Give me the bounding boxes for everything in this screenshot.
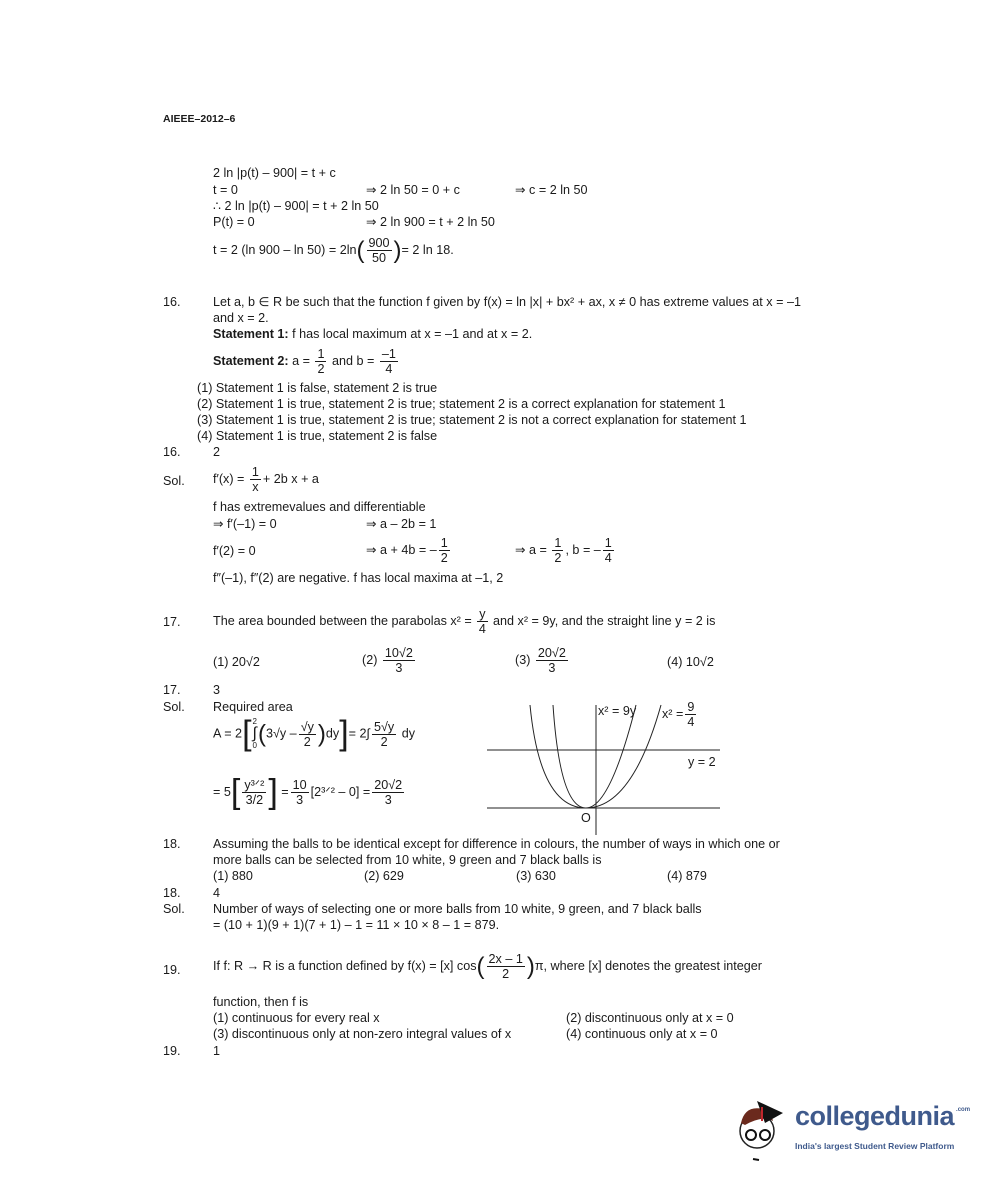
prev-line-5a: t = 2 (ln 900 – ln 50) = 2ln xyxy=(213,242,357,257)
logo-tagline: India's largest Student Review Platform xyxy=(795,1141,955,1151)
solution-line: = (10 + 1)(9 + 1)(7 + 1) – 1 = 11 × 10 × 8 – 1 = 879. xyxy=(213,918,500,932)
label-x2-9y: x² = 9y xyxy=(598,704,637,718)
question-text: The area bounded between the parabolas x² = $\frac{y}{4}$ and x² = 9y, and the straight line y = 2 is xyxy=(213,607,716,636)
answer: 4 xyxy=(213,886,221,900)
solution-line: f′(2) = 0 xyxy=(213,544,256,558)
option-3: (3) 630 xyxy=(516,869,556,883)
prev-line-3: ∴ 2 ln |p(t) – 900| = t + 2 ln 50 xyxy=(213,199,379,213)
solution-label: Sol. xyxy=(163,700,185,714)
question-text: If f: R → R is a function defined by f(x) = [x] cos( $\frac{2x - 1}{2}$ )π, where [x] denotes the greatest integer xyxy=(213,952,762,981)
answer-number: 18. xyxy=(163,886,181,900)
prev-line-5: t = 2 (ln 900 – ln 50) = 2ln( $\frac{900}{50}$ )= 2 ln 18. xyxy=(213,236,454,265)
option-1: (1) 880 xyxy=(213,869,253,883)
solution-line: f′(x) = $\frac{1}{x}$ + 2b x + a xyxy=(213,465,319,494)
logo-brand: collegedunia xyxy=(795,1101,955,1131)
label-origin: O xyxy=(581,811,591,825)
label-y-2: y = 2 xyxy=(688,755,716,769)
question-text: Let a, b ∈ R be such that the function f given by f(x) = ln |x| + bx² + ax, x ≠ 0 has extreme values at x = –1 xyxy=(213,295,801,309)
fraction xyxy=(367,236,392,265)
option-2: (2) $\frac{10√2}{3}$ xyxy=(362,646,413,675)
option-1: (1) 20√2 xyxy=(213,655,260,669)
logo-brand-wrap xyxy=(795,1101,970,1132)
option-4: (4) continuous only at x = 0 xyxy=(566,1027,718,1041)
fraction: $\frac{1}{x}$ xyxy=(251,465,259,494)
prev-line-1: 2 ln |p(t) – 900| = t + c xyxy=(213,166,336,180)
answer: 1 xyxy=(213,1044,221,1058)
prev-line-5b: = 2 ln 18. xyxy=(401,242,454,257)
solution-line: ⇒ f′(–1) = 0 xyxy=(213,517,277,531)
answer-number: 16. xyxy=(163,445,181,459)
solution-line: Number of ways of selecting one or more balls from 10 white, 9 green, and 7 black balls xyxy=(213,902,702,916)
answer: 2 xyxy=(213,445,221,459)
option-3: (3) Statement 1 is true, statement 2 is true; statement 2 is not a correct explanation for statement 1 xyxy=(197,413,747,427)
question-number: 16. xyxy=(163,295,181,309)
solution-label: Sol. xyxy=(163,902,185,916)
logo-com: .com xyxy=(956,1107,971,1113)
question-text: Assuming the balls to be identical except for difference in colours, the number of ways in which one or xyxy=(213,837,780,851)
fraction: $\frac{y}{4}$ xyxy=(478,607,486,636)
option-1: (1) Statement 1 is false, statement 2 is true xyxy=(197,381,438,395)
prev-line-2b: ⇒ 2 ln 50 = 0 + c xyxy=(366,183,460,197)
option-4: (4) 10√2 xyxy=(667,655,714,669)
label-x2-9-4: x² = $\frac{9}{4}$ xyxy=(662,700,695,729)
fraction: $\frac{1}{2}$ xyxy=(554,536,562,565)
solution-label: Sol. xyxy=(163,474,185,488)
lower-limit: 0 xyxy=(252,741,257,750)
option-2: (2) discontinuous only at x = 0 xyxy=(566,1011,734,1025)
option-4: (4) 879 xyxy=(667,869,707,883)
definite-integral: 2 ∫ 0 xyxy=(252,717,257,750)
fraction: $\frac{1}{4}$ xyxy=(604,536,612,565)
question-text: function, then f is xyxy=(213,995,309,1009)
solution-line: f″(–1), f″(2) are negative. f has local maxima at –1, 2 xyxy=(213,571,504,585)
question-number: 18. xyxy=(163,837,181,851)
solution-line: Required area xyxy=(213,700,293,714)
fraction: $\frac{1}{2}$ xyxy=(440,536,448,565)
collegedunia-logo xyxy=(735,1093,975,1163)
area-result: = 5[ $\frac{\text{y³ᐟ²}}{3/2}$ ] = $\frac{10}{3}$ [2³ᐟ² – 0] = $\frac{20√2}{3}$ xyxy=(213,773,403,811)
statement-2: Statement 2: a = $\frac{1}{2}$ and b = $\frac{-1}{4}$ xyxy=(213,347,396,376)
prev-line-4a: P(t) = 0 xyxy=(213,215,255,229)
fraction: $\frac{1}{2}$ xyxy=(317,347,325,376)
question-text: and x = 2. xyxy=(213,311,269,325)
option-2: (2) Statement 1 is true, statement 2 is true; statement 2 is a correct explanation for statement 1 xyxy=(197,397,726,411)
option-4: (4) Statement 1 is true, statement 2 is false xyxy=(197,429,438,443)
question-number: 19. xyxy=(163,963,181,977)
fraction: $\frac{-1}{4}$ xyxy=(381,347,396,376)
answer-number: 19. xyxy=(163,1044,181,1058)
upper-limit: 2 xyxy=(252,717,257,726)
option-3: (3) discontinuous only at non-zero integral values of x xyxy=(213,1027,512,1041)
prev-line-4b: ⇒ 2 ln 900 = t + 2 ln 50 xyxy=(366,215,495,229)
option-2: (2) 629 xyxy=(364,869,404,883)
solution-line: ⇒ a – 2b = 1 xyxy=(366,517,437,531)
question-number: 17. xyxy=(163,615,181,629)
answer: 3 xyxy=(213,683,221,697)
answer-number: 17. xyxy=(163,683,181,697)
solution-line: ⇒ a = $\frac{1}{2}$ , b = – $\frac{1}{4}$ xyxy=(515,536,612,565)
option-3: (3) $\frac{20√2}{3}$ xyxy=(515,646,566,675)
option-1: (1) continuous for every real x xyxy=(213,1011,380,1025)
prev-line-2a: t = 0 xyxy=(213,183,238,197)
page-header: AIEEE–2012–6 xyxy=(163,113,236,125)
solution-line: f has extremevalues and differentiable xyxy=(213,500,426,514)
mascot-icon xyxy=(735,1093,793,1163)
solution-line: ⇒ a + 4b = – $\frac{1}{2}$ xyxy=(366,536,448,565)
denominator: 50 xyxy=(372,251,387,265)
numerator: 900 xyxy=(368,236,390,250)
statement-1: Statement 1: f has local maximum at x = –1 and at x = 2. xyxy=(213,327,533,341)
area-integral: A = 2[ 2 ∫ 0 (3√y – $\frac{√y}{2}$ )dy]= 2∫ $\frac{5√y}{2}$ dy xyxy=(213,714,416,753)
question-text: more balls can be selected from 10 white, 9 green and 7 black balls is xyxy=(213,853,602,867)
parabola-inner xyxy=(553,705,636,808)
prev-line-2c: ⇒ c = 2 ln 50 xyxy=(515,183,588,197)
